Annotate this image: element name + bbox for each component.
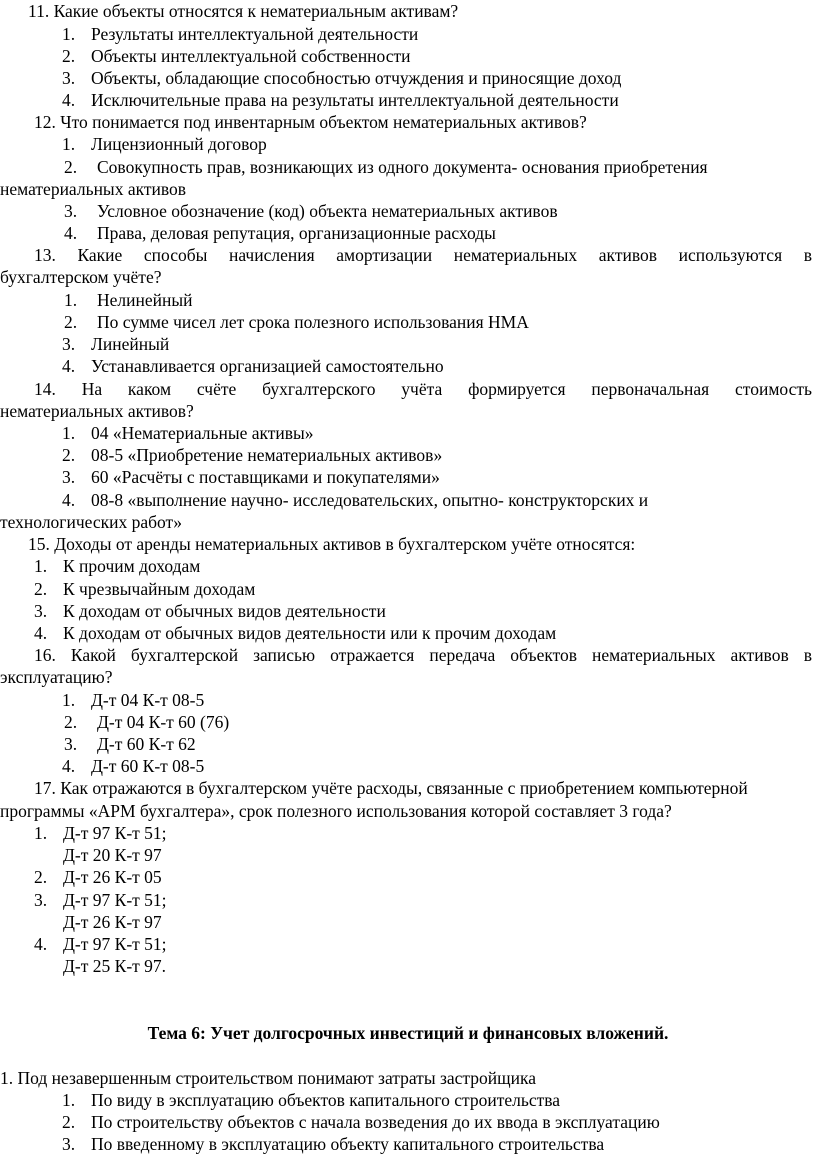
q14-option-1: 1. 04 «Нематериальные активы»: [62, 423, 314, 443]
q15-option-3: 3. К доходам от обычных видов деятельности: [34, 601, 386, 621]
q16-option-3: 3. Д-т 60 К-т 62: [64, 734, 196, 754]
question-13-line2: бухгалтерском учёте?: [0, 267, 162, 287]
q17-option-3: 3. Д-т 97 К-т 51;: [34, 890, 167, 910]
q12-option-1: 1. Лицензионный договор: [62, 134, 267, 154]
q17-option-1: 1. Д-т 97 К-т 51;: [34, 823, 167, 843]
q14-option-3: 3. 60 «Расчёты с поставщиками и покупателями»: [62, 467, 440, 487]
q11-option-4: 4. Исключительные права на результаты интеллектуальной деятельности: [62, 90, 619, 110]
q17-option-4-continued: Д-т 25 К-т 97.: [63, 956, 167, 976]
q12-option-4: 4. Права, деловая репутация, организационные расходы: [64, 223, 496, 243]
question-16-line2: эксплуатацию?: [0, 667, 113, 687]
q17-option-2: 2. Д-т 26 К-т 05: [34, 867, 162, 887]
question-14-line1: 14. На каком счёте бухгалтерского учёта формируется первоначальная стоимость: [34, 379, 812, 399]
q16-option-4: 4. Д-т 60 К-т 08-5: [62, 756, 205, 776]
q17-option-4: 4. Д-т 97 К-т 51;: [34, 934, 167, 954]
topic6-question-1: 1. Под незавершенным строительством понимают затраты застройщика: [0, 1068, 536, 1088]
question-17-line1: 17. Как отражаются в бухгалтерском учёте расходы, связанные с приобретением компьютерной: [34, 778, 748, 798]
question-14-line2: нематериальных активов?: [0, 401, 194, 421]
q11-option-2: 2. Объекты интеллектуальной собственности: [62, 46, 411, 66]
q15-option-4: 4. К доходам от обычных видов деятельности или к прочим доходам: [34, 623, 557, 643]
question-17-line2: программы «АРМ бухгалтера», срок полезного использования которой составляет 3 года?: [0, 801, 672, 821]
question-11: 11. Какие объекты относятся к нематериальным активам?: [28, 1, 459, 21]
q16-option-2: 2. Д-т 04 К-т 60 (76): [64, 712, 230, 732]
q11-option-1: 1. Результаты интеллектуальной деятельности: [62, 24, 419, 44]
q14-option-4: 4. 08-8 «выполнение научно- исследовательских, опытно- конструкторских и: [62, 490, 649, 510]
topic6-q1-option-2: 2. По строительству объектов с начала возведения до их ввода в эксплуатацию: [62, 1112, 660, 1132]
q13-option-3: 3. Линейный: [62, 334, 170, 354]
topic6-q1-option-1: 1. По виду в эксплуатацию объектов капитального строительства: [62, 1090, 561, 1110]
q13-option-4: 4. Устанавливается организацией самостоятельно: [62, 356, 444, 376]
q17-option-1-continued: Д-т 20 К-т 97: [63, 845, 162, 865]
q15-option-1: 1. К прочим доходам: [34, 556, 201, 576]
q12-option-2: 2. Совокупность прав, возникающих из одного документа- основания приобретения: [64, 157, 708, 177]
q16-option-1: 1. Д-т 04 К-т 08-5: [62, 690, 205, 710]
q13-option-1: 1. Нелинейный: [64, 290, 193, 310]
q17-option-3-continued: Д-т 26 К-т 97: [63, 912, 162, 932]
q12-option-3: 3. Условное обозначение (код) объекта нематериальных активов: [64, 201, 558, 221]
q15-option-2: 2. К чрезвычайным доходам: [34, 579, 256, 599]
q14-option-2: 2. 08-5 «Приобретение нематериальных активов»: [62, 445, 443, 465]
topic-heading: Тема 6: Учет долгосрочных инвестиций и финансовых вложений.: [147, 1023, 669, 1043]
q13-option-2: 2. По сумме чисел лет срока полезного использования НМА: [64, 312, 529, 332]
q14-option-4-continued: технологических работ»: [0, 512, 182, 532]
question-15: 15. Доходы от аренды нематериальных активов в бухгалтерском учёте относятся:: [28, 534, 636, 554]
q12-option-2-continued: нематериальных активов: [0, 179, 187, 199]
question-13-line1: 13. Какие способы начисления амортизации нематериальных активов используются в: [34, 245, 812, 265]
question-12: 12. Что понимается под инвентарным объектом нематериальных активов?: [34, 112, 587, 132]
topic6-q1-option-3: 3. По введенному в эксплуатацию объекту капитального строительства: [62, 1134, 605, 1154]
q11-option-3: 3. Объекты, обладающие способностью отчуждения и приносящие доход: [62, 68, 622, 88]
question-16-line1: 16. Какой бухгалтерской записью отражается передача объектов нематериальных активов в: [34, 645, 812, 665]
